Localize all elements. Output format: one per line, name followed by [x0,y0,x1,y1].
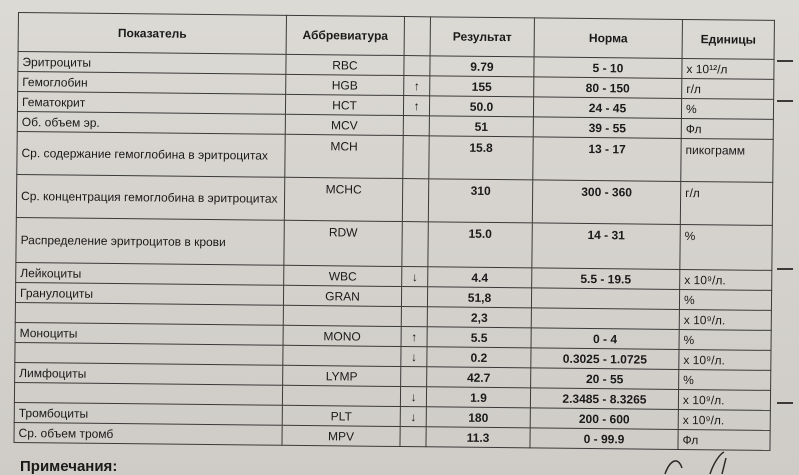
notes-label: Примечания: [20,458,118,475]
row-norm: 14 - 31 [532,223,680,270]
row-units: % [679,369,771,390]
row-units: Фл [678,429,770,450]
row-abbr: RDW [284,220,402,266]
row-abbr [283,345,401,366]
row-units: пикограмм [681,138,773,182]
row-norm: 300 - 360 [532,180,680,225]
row-norm: 2.3485 - 8.3265 [530,388,678,410]
arrow-up-icon: ↑ [404,76,430,96]
row-result: 1.9 [426,387,530,408]
row-flag [403,116,429,136]
row-abbr: MCH [285,134,403,178]
row-norm: 39 - 55 [533,117,681,139]
row-result: 15.8 [429,136,533,180]
header-name: Показатель [18,13,286,55]
row-name: Гематокрит [17,92,285,115]
row-abbr: RBC [286,54,404,75]
row-result: 180 [426,407,530,428]
row-flag [401,307,427,327]
row-norm: 200 - 600 [530,408,678,430]
pen-mark [777,100,793,102]
row-result: 2,3 [427,307,531,328]
row-units: x 10⁹/л. [678,409,770,430]
row-name [14,382,282,405]
row-abbr: LYMP [283,365,401,386]
row-result: 5.5 [427,327,531,348]
row-units: x 10⁹/л. [678,389,770,410]
row-norm: 0.3025 - 1.0725 [531,348,679,370]
row-result: 42.7 [427,367,531,388]
row-flag [403,136,429,179]
pen-mark [777,402,793,404]
row-units: % [679,289,771,310]
row-norm: 0 - 4 [531,328,679,350]
row-abbr: MPV [282,425,400,446]
pen-mark [777,60,793,62]
row-units: % [680,224,772,270]
row-norm: 24 - 45 [533,97,681,119]
arrow-up-icon: ↑ [401,327,427,347]
row-units: г/л [680,181,772,225]
row-result: 51 [429,116,533,137]
row-name: Ср. объем тромб [14,422,282,445]
row-abbr: GRAN [283,285,401,306]
row-norm: 80 - 150 [534,77,682,99]
header-abbr: Аббревиатура [286,15,404,55]
row-units: Фл [681,118,773,139]
row-norm: 5.5 - 19.5 [532,268,680,290]
row-name: Моноциты [15,322,283,345]
row-name: Об. объем эр. [17,111,285,134]
row-units: x 10⁹/л. [680,269,772,290]
row-result: 155 [430,76,534,97]
row-abbr: MCHC [284,177,402,221]
row-norm: 5 - 10 [534,57,682,79]
row-name: Гранулоциты [15,282,283,305]
row-result: 11.3 [426,427,530,448]
row-units: % [681,98,773,119]
arrow-down-icon: ↓ [401,347,427,367]
row-abbr: HGB [286,74,404,95]
row-abbr: HCT [285,94,403,115]
row-name [15,302,283,325]
row-units: г/л [682,78,774,99]
row-abbr: MCV [285,114,403,135]
arrow-down-icon: ↓ [402,267,428,287]
header-norm: Норма [534,18,682,59]
row-flag [400,427,426,447]
row-abbr [283,305,401,326]
row-abbr: WBC [284,265,402,286]
pen-mark [777,268,793,270]
arrow-down-icon: ↓ [400,407,426,427]
row-name: Лимфоциты [15,362,283,385]
table-row [16,217,772,270]
row-abbr: PLT [282,405,400,426]
row-units: % [679,329,771,350]
row-result: 15.0 [428,222,532,268]
row-result: 9.79 [430,56,534,77]
row-result: 4.4 [428,267,532,288]
header-result: Результат [430,17,534,57]
row-units: x 10¹²/л [682,58,774,79]
row-norm [531,288,679,310]
row-flag [402,222,428,267]
row-name [15,342,283,365]
arrow-up-icon: ↑ [403,96,429,116]
row-norm [531,308,679,330]
row-name: Гемоглобин [18,72,286,95]
row-name: Ср. концентрация гемоглобина в эритроцитах [16,174,284,220]
header-flag [404,17,430,56]
row-flag [401,287,427,307]
row-flag [404,56,430,76]
lab-results-table [13,12,774,451]
row-abbr [282,385,400,406]
row-name: Тромбоциты [14,402,282,425]
row-name: Ср. содержание гемоглобина в эритроцитах [17,131,285,177]
row-flag [402,179,428,222]
row-norm: 20 - 55 [531,368,679,390]
row-flag [401,367,427,387]
row-norm: 0 - 99.9 [530,428,678,450]
row-units: x 10⁹/л. [679,309,771,330]
row-name: Распределение эритроцитов в крови [16,217,284,265]
row-units: x 10⁹/л. [679,349,771,370]
row-abbr: MONO [283,325,401,346]
row-norm: 13 - 17 [533,137,681,182]
row-result: 51,8 [427,287,531,308]
row-name: Эритроциты [18,52,286,75]
signature-scribble [660,450,740,475]
header-units: Единицы [682,19,774,59]
row-name: Лейкоциты [16,262,284,285]
arrow-down-icon: ↓ [400,387,426,407]
row-result: 50.0 [429,96,533,117]
row-result: 0.2 [427,347,531,368]
row-result: 310 [428,179,532,223]
